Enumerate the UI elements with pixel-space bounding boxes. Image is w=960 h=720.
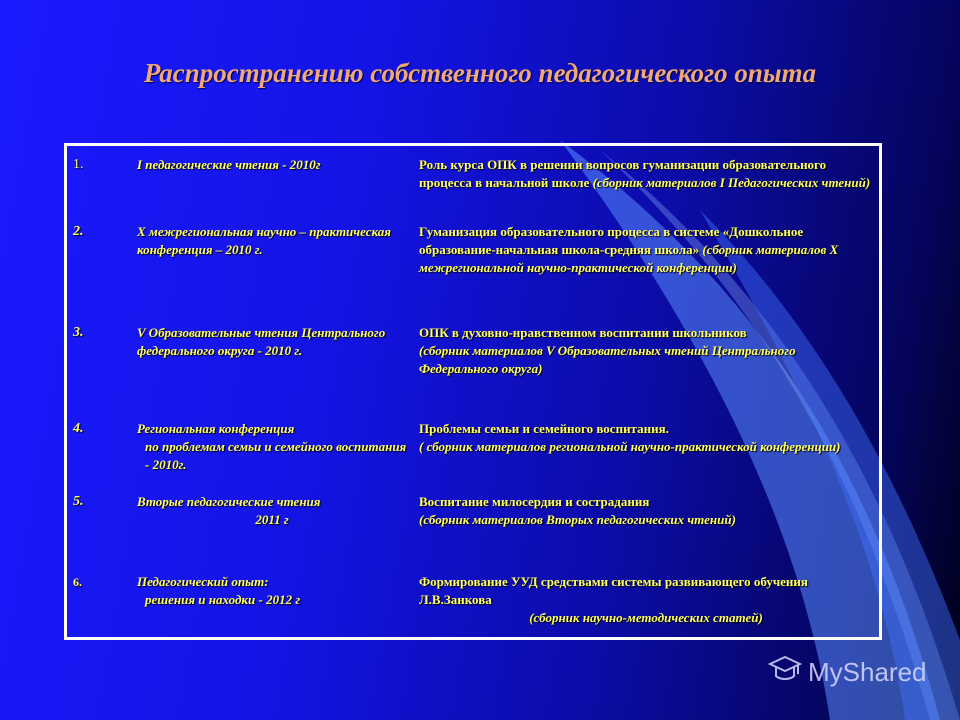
- topic-cell: [413, 410, 881, 482]
- event-cell: [131, 563, 413, 638]
- slide-title: Распространению собственного педагогического опыта: [143, 58, 817, 88]
- event-cell: [131, 410, 413, 482]
- myshared-logo: [768, 654, 927, 691]
- event-line: Региональная конференция: [137, 421, 295, 437]
- topic-cell: [413, 563, 881, 638]
- topic-text: ОПК в духовно-нравственном воспитании школьников: [419, 324, 747, 340]
- row-number: 2.: [73, 223, 84, 239]
- topic-cell: [413, 145, 881, 213]
- table-row: [66, 563, 881, 638]
- source-text: (сборник материалов Х межрегиональной научно-практической конференции): [419, 241, 839, 275]
- experience-table: [64, 143, 882, 640]
- event-line: 2011 г: [255, 511, 289, 527]
- table-row: [66, 213, 881, 314]
- mortarboard-icon: [768, 654, 802, 691]
- table-row: [66, 314, 881, 411]
- event-line: Педагогический опыт:: [137, 574, 269, 590]
- logo-text: MyShared: [808, 657, 927, 687]
- topic-text: Воспитание милосердия и сострадания: [419, 493, 650, 509]
- source-text: (сборник материалов V Образовательных чтений Центрального Федерального округа): [419, 342, 796, 376]
- topic-text: Формирование УУД средствами системы развивающего обучения Л.В.Занкова: [419, 574, 808, 608]
- topic-cell: [413, 483, 881, 563]
- event-cell: V Образовательные чтения Центрального федерального округа - 2010 г.: [137, 324, 386, 358]
- event-cell: I педагогические чтения - 2010г: [137, 157, 321, 172]
- row-number: 3.: [73, 324, 84, 340]
- source-text: (сборник материалов Вторых педагогических чтений): [419, 511, 736, 527]
- row-number: 6.: [73, 575, 82, 590]
- topic-text: Проблемы семьи и семейного воспитания.: [419, 421, 669, 437]
- event-line: по проблемам семьи и семейного воспитания - 2010г.: [145, 439, 407, 473]
- row-number: 5.: [73, 493, 84, 509]
- source-text: ( сборник материалов региональной научно-практической конференции): [419, 439, 841, 455]
- topic-cell: [413, 213, 881, 314]
- event-line: Вторые педагогические чтения: [137, 493, 321, 509]
- row-number: 4.: [73, 421, 84, 437]
- table-row: [66, 410, 881, 482]
- row-number: 1.: [73, 157, 84, 172]
- source-text: (сборник научно-методических статей): [529, 610, 763, 626]
- topic-cell: [413, 314, 881, 411]
- source-text: (сборник материалов I Педагогических чтений): [592, 175, 871, 190]
- table-row: [66, 483, 881, 563]
- topic-text: Роль курса ОПК в решении вопросов гуманизации образовательного процесса в начальной школе: [419, 157, 827, 190]
- topic-text: Гуманизация образовательного процесса в системе «Дошкольное образование-начальная школа-средняя школа»: [419, 223, 804, 257]
- event-cell: Х межрегиональная научно – практическая конференция – 2010 г.: [137, 223, 391, 257]
- table-row: [66, 145, 881, 213]
- event-line: решения и находки - 2012 г: [145, 592, 301, 608]
- event-cell: [131, 483, 413, 563]
